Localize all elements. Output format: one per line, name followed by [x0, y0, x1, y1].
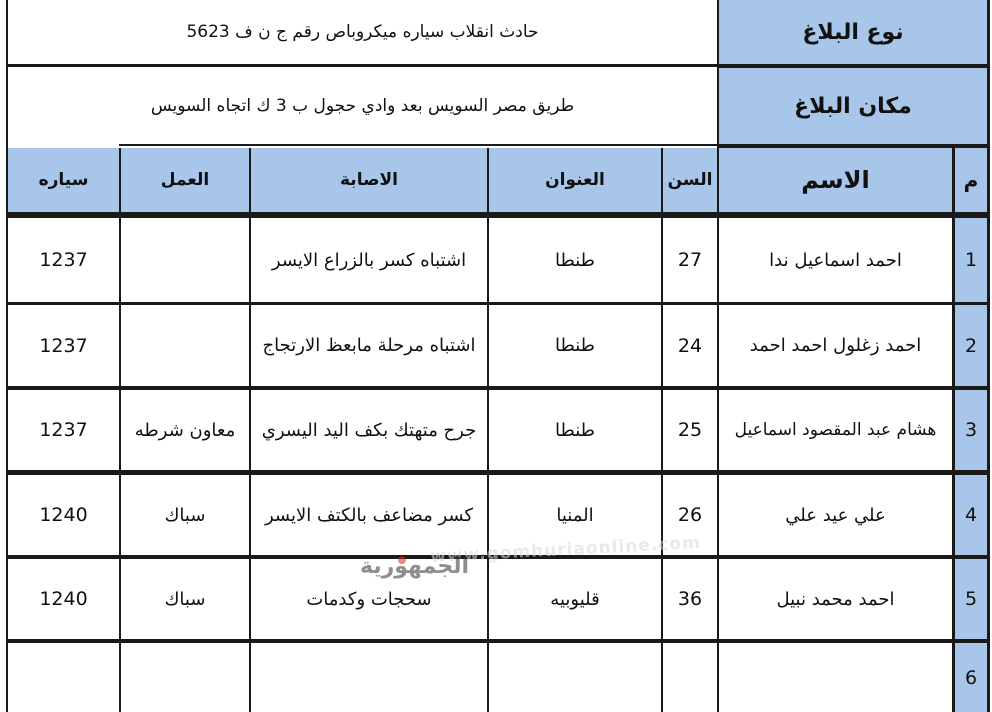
- row-2-injury: اشتباه مرحلة مابعظ الارتجاج: [262, 335, 476, 356]
- report-place-label: مكان البلاغ: [719, 68, 987, 144]
- row-1-address: طنطا: [554, 249, 595, 271]
- grid-line-h: [6, 212, 989, 218]
- grid-line-v: [119, 148, 121, 712]
- row-4-car: 1240: [39, 504, 88, 526]
- watermark-logo: الجمهورية: [360, 554, 469, 579]
- watermark-url: www.gomhuriaonline.com: [429, 532, 702, 568]
- row-6-address: [489, 643, 661, 712]
- report-type-value: حادث انقلاب سياره ميكروباص رقم ج ن ف 5623: [186, 22, 539, 42]
- row-3-address: طنطا: [554, 419, 595, 441]
- grid-line-h: [717, 144, 989, 148]
- row-1-age: 27: [677, 249, 703, 271]
- row-3-num: 3: [955, 390, 987, 470]
- row-6-injury: [251, 643, 487, 712]
- row-6-num: 6: [955, 643, 987, 712]
- grid-line-v: [487, 148, 489, 712]
- grid-line-v: [952, 148, 955, 712]
- row-5-job: سباك: [164, 588, 206, 610]
- grid-line-h: [6, 639, 989, 643]
- row-2-name: احمد زغلول احمد احمد: [749, 335, 922, 356]
- row-4-num: 4: [955, 475, 987, 555]
- row-3-injury: جرح متهتك بكف اليد اليسري: [261, 419, 477, 441]
- grid-line-v: [249, 148, 251, 712]
- grid-line-h: [119, 144, 718, 146]
- row-2-age: 24: [677, 334, 703, 357]
- header-age: السن: [663, 148, 717, 212]
- row-2-job: [121, 305, 249, 386]
- grid-line-h: [6, 386, 989, 390]
- row-1-car: 1237: [39, 249, 88, 271]
- header-address: العنوان: [489, 148, 661, 212]
- row-5-age: 36: [677, 588, 703, 610]
- row-4-injury: كسر مضاعف بالكتف الايسر: [264, 504, 474, 526]
- grid-line-h: [6, 64, 718, 67]
- row-3-age: 25: [677, 419, 703, 441]
- grid-line-v: [6, 0, 8, 712]
- row-3-name: هشام عبد المقصود اسماعيل: [734, 420, 937, 440]
- grid-line-h: [717, 64, 989, 68]
- grid-line-h: [6, 302, 989, 305]
- watermark: [360, 532, 702, 592]
- row-1-injury: اشتباه كسر بالزراع الايسر: [271, 249, 467, 271]
- header-num: م: [955, 148, 987, 212]
- row-6-car: [8, 643, 119, 712]
- grid-line-v: [717, 0, 719, 712]
- row-1-name: احمد اسماعيل ندا: [769, 249, 902, 271]
- grid-line-v: [987, 0, 990, 712]
- header-job: العمل: [121, 148, 249, 212]
- report-place-value: طريق مصر السويس بعد وادي حجول ب 3 ك اتجاه السويس: [150, 96, 575, 116]
- row-5-num: 5: [955, 559, 987, 639]
- row-4-age: 26: [677, 504, 703, 526]
- row-6-age: [663, 643, 717, 712]
- row-1-num: 1: [955, 218, 987, 302]
- row-6-name: [719, 643, 952, 712]
- header-injury: الاصابة: [251, 148, 487, 212]
- row-3-job: معاون شرطه: [134, 419, 236, 441]
- row-5-address: قليوبيه: [550, 588, 600, 610]
- row-4-name: علي عيد علي: [785, 504, 886, 526]
- grid-line-v: [661, 148, 663, 712]
- row-2-address: طنطا: [554, 335, 595, 356]
- row-2-num: 2: [955, 305, 987, 386]
- report-type-label: نوع البلاغ: [719, 0, 987, 64]
- header-name: الاسم: [719, 148, 952, 212]
- row-5-name: احمد محمد نبيل: [776, 588, 895, 610]
- row-3-car: 1237: [39, 419, 88, 441]
- header-car: سياره: [8, 148, 119, 212]
- row-6-job: [121, 643, 249, 712]
- row-5-injury: سحجات وكدمات: [306, 588, 432, 610]
- grid-line-h: [6, 470, 989, 475]
- row-4-address: المنيا: [556, 504, 594, 526]
- row-1-job: [121, 218, 249, 302]
- row-4-job: سباك: [164, 504, 206, 526]
- row-2-car: 1237: [39, 334, 88, 357]
- row-5-car: 1240: [39, 588, 88, 610]
